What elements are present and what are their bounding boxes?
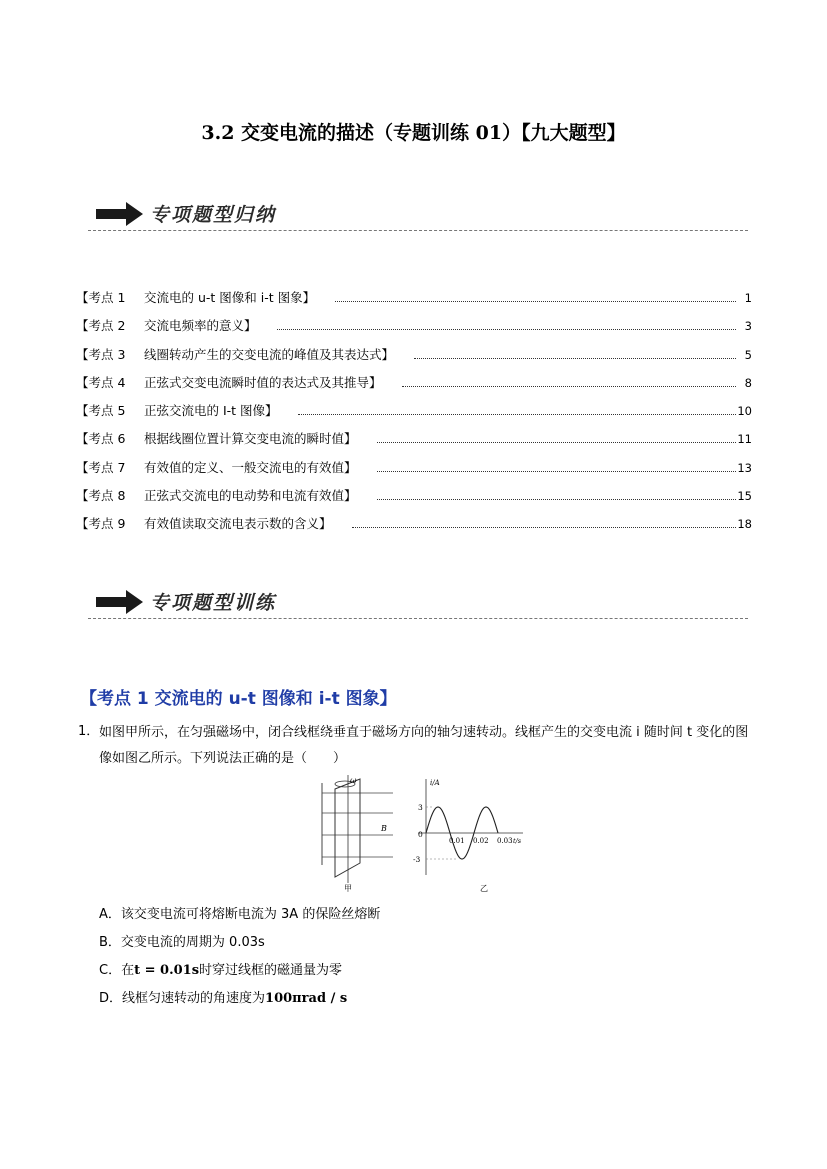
option-key: C． [99,963,122,978]
answer-option[interactable] [99,987,347,1006]
question-figure [308,775,528,893]
toc-entry-label [76,401,278,421]
omega-label: ω [350,776,357,785]
section-heading: 【考点 1 交流电的 u-t 图像和 i-t 图象】 [80,689,397,709]
toc-leader-dots [377,471,736,472]
toc-entry-number: 【考点 6 [76,431,126,447]
toc-leader-dots [414,358,736,359]
toc-entry-text: 线圈转动产生的交变电流的峰值及其表达式】 [144,346,395,362]
option-tail: 时穿过线框的磁通量为零 [199,963,343,978]
toc-entry-text: 正弦交流电的 I-t 图像】 [144,403,278,419]
arrow-icon [96,589,144,615]
toc-page-number: 10 [737,404,752,419]
t3-label: 0.03 [497,837,513,845]
option-text: 交变电流的周期为 0.03s [120,935,265,950]
toc-entry-text: 根据线圈位置计算交变电流的瞬时值】 [144,431,357,447]
t1-label: 0.01 [449,837,465,845]
toc-entry-label [76,373,382,393]
toc-entry[interactable] [76,401,752,429]
toc-leader-dots [377,442,736,443]
toc-entry-number: 【考点 7 [76,459,126,475]
toc-entry-text: 正弦式交变电流瞬时值的表达式及其推导】 [144,374,382,390]
y-max-label: 3 [418,803,423,812]
y-min-label: -3 [413,855,421,864]
option-text: 该交变电流可将熔断电流为 3A 的保险丝熔断 [120,907,381,922]
toc-page-number: 3 [744,319,752,334]
toc-entry[interactable] [76,316,752,344]
section-banner-training [88,586,748,620]
question-number: 1． [78,724,100,739]
toc-entry[interactable] [76,486,752,514]
toc-entry-label [76,458,357,478]
toc-page-number: 8 [744,375,752,390]
page-title: 3.2 交变电流的描述（专题训练 01）【九大题型】 [201,122,626,144]
question-text: 如图甲所示，在匀强磁场中，闭合线框绕垂直于磁场方向的轴匀速转动。线框产生的交变电流 i 随时间 t 变化的图像如图乙所示。下列说法正确的是（ ） [99,725,749,766]
toc-entry-number: 【考点 1 [76,290,126,305]
answer-option[interactable] [99,903,380,922]
option-math: 100πrad / s [265,991,348,1006]
figure-frame-diagram [322,775,393,893]
toc-entry-label [76,429,357,449]
x-axis-label: t/s [513,837,522,845]
toc-entry-label [76,486,357,506]
toc-leader-dots [298,414,736,415]
option-key: D． [99,991,123,1006]
toc-entry-text: 交流电频率的意义】 [144,318,257,334]
y-axis-label: i/A [430,779,440,787]
toc-entry[interactable] [76,288,752,316]
toc-page-number: 13 [737,460,752,475]
figure-label-jia: 甲 [344,884,352,893]
option-text: 线框匀速转动的角速度为 [122,991,266,1006]
option-key: B． [99,935,121,950]
toc-leader-dots [402,386,736,387]
figure-label-yi: 乙 [480,884,488,893]
t2-label: 0.02 [473,837,489,845]
banner-divider [88,230,748,231]
toc-entry-text: 有效值的定义、一般交流电的有效值】 [144,459,357,475]
toc-entry-label [76,514,332,534]
arrow-icon [96,201,144,227]
field-label: B [381,824,387,833]
toc-leader-dots [377,499,736,500]
origin-label: 0 [418,830,423,839]
toc-entry-number: 【考点 3 [76,346,126,362]
toc-entry-text: 正弦式交流电的电动势和电流有效值】 [144,488,357,504]
toc-entry[interactable] [76,429,752,457]
option-math: t = 0.01s [134,963,200,978]
toc-entry-number: 【考点 9 [76,516,126,532]
toc-entry-label [76,288,315,308]
toc-entry-label [76,316,257,336]
toc-entry-number: 【考点 4 [76,374,126,390]
toc-entry[interactable] [76,514,752,542]
toc-entry-number: 【考点 5 [76,403,126,419]
banner-label: 专项题型归纳 [150,204,277,226]
toc-page-number: 18 [737,517,752,532]
answer-option[interactable] [99,931,265,950]
toc-entry-number: 【考点 2 [76,318,126,334]
answer-option[interactable] [99,959,342,978]
banner-label: 专项题型训练 [150,592,277,614]
figure-it-graph [413,779,523,893]
toc-entry-number: 【考点 8 [76,488,126,504]
table-of-contents [76,288,752,543]
toc-page-number: 15 [737,489,752,504]
toc-entry[interactable] [76,458,752,486]
toc-entry-label [76,345,394,365]
banner-divider [88,618,748,619]
toc-leader-dots [352,527,736,528]
toc-page-number: 1 [744,291,752,305]
toc-entry[interactable] [76,373,752,401]
option-text: 在 [121,963,135,978]
toc-leader-dots [335,301,736,302]
toc-page-number: 5 [744,347,752,362]
option-key: A． [99,907,121,922]
toc-page-number: 11 [737,432,752,447]
section-banner-summary [88,198,748,232]
toc-leader-dots [277,329,736,330]
toc-entry-text: 交流电的 u-t 图像和 i-t 图象】 [144,290,316,305]
toc-entry-text: 有效值读取交流电表示数的含义】 [144,516,332,532]
toc-entry[interactable] [76,345,752,373]
